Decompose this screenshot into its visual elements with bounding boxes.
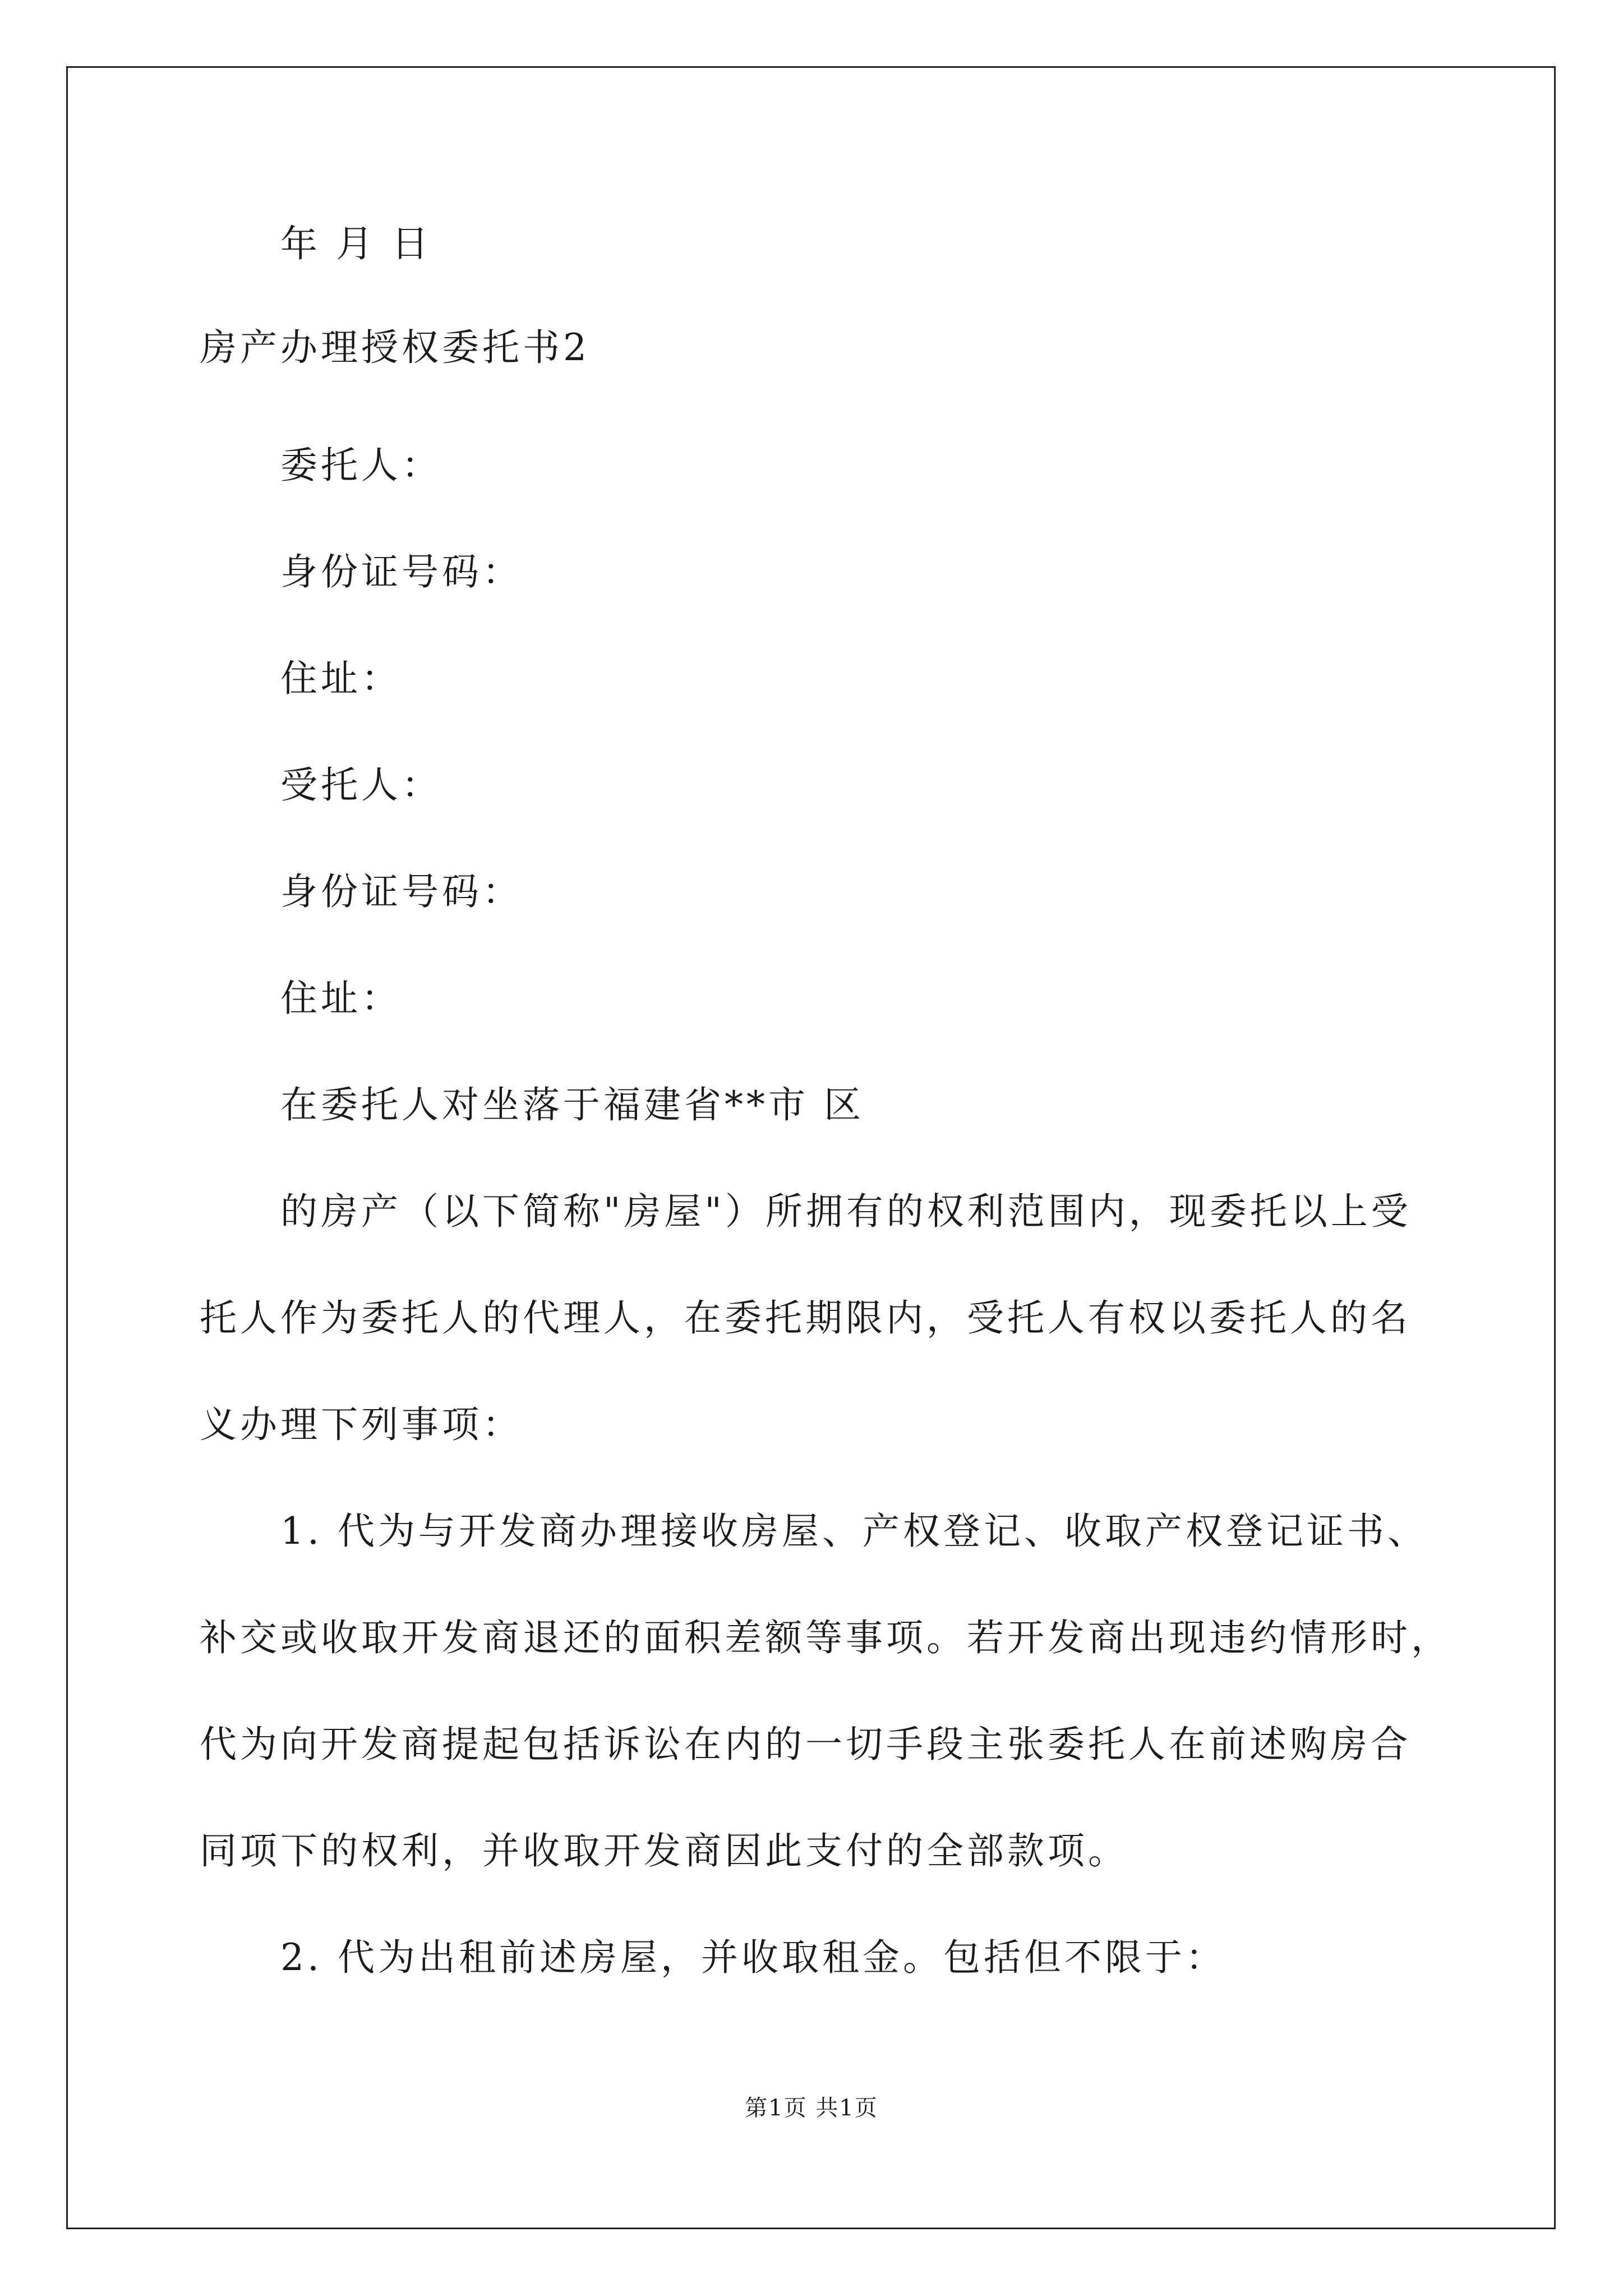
item1-line: 补交或收取开发商退还的面积差额等事项。若开发商出现违约情形时， — [200, 1616, 1451, 1659]
property-location-line: 在委托人对坐落于福建省**市 区 — [280, 1083, 864, 1126]
paragraph1-line: 托人作为委托人的代理人，在委托期限内，受托人有权以委托人的名 — [200, 1296, 1411, 1340]
principal-address-label: 住址： — [280, 657, 402, 700]
item1-line: 代为向开发商提起包括诉讼在内的一切手段主张委托人在前述购房合 — [200, 1723, 1411, 1766]
item2-line: 2. 代为出租前述房屋，并收取租金。包括但不限于： — [280, 1936, 1226, 1979]
agent-label: 受托人： — [280, 763, 442, 807]
principal-label: 委托人： — [280, 444, 442, 487]
date-line: 年 月 日 — [280, 222, 432, 265]
page-border — [66, 66, 1556, 2229]
document-title: 房产办理授权委托书2 — [200, 326, 590, 369]
paragraph1-line: 的房产（以下简称"房屋"）所拥有的权利范围内，现委托以上受 — [280, 1190, 1412, 1233]
agent-address-label: 住址： — [280, 977, 402, 1020]
item1-line: 同项下的权利，并收取开发商因此支付的全部款项。 — [200, 1829, 1128, 1872]
item1-line: 1. 代为与开发商办理接收房屋、产权登记、收取产权登记证书、 — [280, 1510, 1428, 1553]
paragraph1-line: 义办理下列事项： — [200, 1403, 523, 1446]
page-footer: 第1页 共1页 — [745, 2095, 878, 2121]
agent-id-label: 身份证号码： — [280, 870, 523, 913]
principal-id-label: 身份证号码： — [280, 550, 523, 593]
